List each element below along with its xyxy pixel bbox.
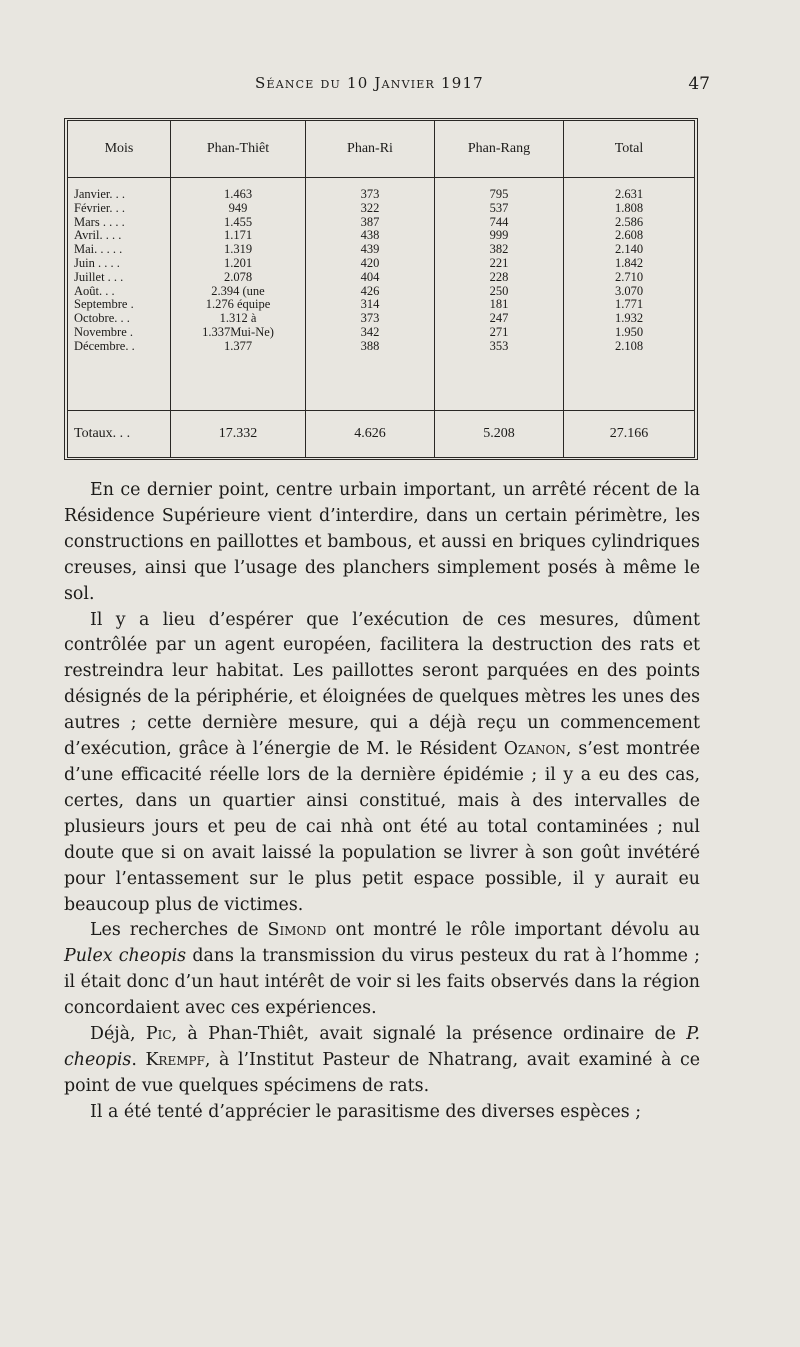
totals-label: Totaux. . . [68, 411, 171, 458]
totals-phan-ri: 4.626 [306, 411, 435, 458]
column-header-phan-thiet: Phan-Thiêt [171, 121, 306, 178]
author-name-krempf: Krempf [145, 1049, 205, 1070]
table-cell: 2.394 (une [211, 283, 265, 298]
page-number: 47 [688, 74, 710, 94]
table-cell: 342 [360, 324, 380, 339]
table-cell: 271 [489, 324, 509, 339]
phan-rang-column [435, 178, 564, 411]
totals-total: 27.166 [564, 411, 695, 458]
table-cell: 221 [489, 255, 509, 270]
table-cell: Octobre. . . [74, 311, 130, 326]
table-cell: 387 [360, 214, 380, 229]
paragraph-4-text-a: Déjà, [90, 1024, 146, 1045]
table-cell: 247 [489, 311, 509, 326]
table-cell: 228 [489, 269, 509, 284]
table-cell: Juillet . . . [74, 269, 124, 284]
paragraph-4 [64, 1022, 700, 1100]
table-cell: 1.950 [614, 324, 644, 339]
table-cell: 1.319 [223, 242, 253, 257]
species-name: Pulex cheopis [64, 946, 187, 967]
table-cell: 2.108 [614, 338, 644, 353]
table-cell: Mai. . . . . [74, 242, 123, 257]
table-cell: 388 [360, 338, 380, 353]
table-row-months [68, 178, 694, 411]
table-cell: 1.201 [223, 255, 253, 270]
table-cell: Février. . . [74, 200, 126, 215]
table-cell: 420 [360, 255, 380, 270]
table-cell: 795 [489, 187, 509, 201]
paragraph-1: En ce dernier point, centre urbain important, un arrêté récent de la Résidence Supérieure vient d’interdire, dans un certain périmètre, les constructions en paillottes et bambous, et aussi en briques cylindriques creuses, ainsi que l’usage des planchers simplement posés à même le sol. [64, 480, 700, 604]
body-text [64, 478, 700, 1126]
table-cell: 1.337Mui-Ne) [202, 324, 274, 339]
author-name-pic: Pic [145, 1024, 172, 1045]
paragraph-4-text-c: . [131, 1049, 146, 1070]
column-header-phan-ri: Phan-Ri [306, 121, 435, 178]
table-cell: 181 [489, 297, 509, 312]
table-cell: 353 [489, 338, 509, 353]
table-cell: 999 [489, 228, 509, 243]
paragraph-3-text-c: dans la transmission du virus pesteux du rat à l’homme ; il était donc d’un haut intérêt de voir si les faits observés dans la région concordaient avec ces expériences. [64, 946, 700, 1019]
table-cell: 537 [489, 200, 509, 215]
table-cell: Décembre. . [74, 338, 135, 353]
totals-phan-thiet: 17.332 [171, 411, 306, 458]
table-cell: 1.463 [223, 187, 253, 201]
table-cell: 314 [360, 297, 380, 312]
paragraph-2 [64, 608, 700, 919]
table-cell: 1.808 [614, 200, 644, 215]
table-cell: 373 [360, 311, 380, 326]
table-cell: 2.608 [614, 228, 644, 243]
table-header-row [68, 121, 694, 178]
column-header-phan-rang: Phan-Rang [435, 121, 564, 178]
totals-phan-rang: 5.208 [435, 411, 564, 458]
table-cell: 322 [360, 200, 380, 215]
paragraph-3 [64, 918, 700, 1022]
monthly-statistics-table [64, 118, 698, 460]
table-cell: 1.171 [223, 228, 253, 243]
table-cell: 3.070 [614, 283, 644, 298]
table-cell: 949 [228, 200, 248, 215]
table-cell: Novembre . [74, 324, 134, 339]
author-name-simond: Simond [267, 920, 327, 941]
table-cell: 2.710 [614, 269, 644, 284]
table-cell: 1.377 [223, 338, 253, 353]
phan-thiet-column [171, 178, 306, 411]
table-cell: 2.078 [223, 269, 253, 284]
species-name-abbrev: P. cheopis [64, 1024, 700, 1070]
table-cell: 1.771 [614, 297, 644, 312]
author-name-ozanon: Ozanon [503, 739, 566, 760]
table-cell: 382 [489, 242, 509, 257]
phan-ri-column [306, 178, 435, 411]
table-cell: Mars . . . . [74, 214, 125, 229]
table-cell: Janvier. . . [74, 187, 126, 201]
table-cell: Septembre . [74, 297, 134, 312]
column-header-total: Total [564, 121, 695, 178]
paragraph-3-text-b: ont montré le rôle important dévolu au [326, 920, 700, 941]
table-cell: 426 [360, 283, 380, 298]
table-cell: 744 [489, 214, 509, 229]
table-cell: Juin . . . . [74, 255, 120, 270]
months-column [68, 178, 171, 411]
paragraph-4-text-d: , à l’Institut Pasteur de Nhatrang, avait examiné à ce point de vue quelques spécimens de rats. [64, 1049, 701, 1096]
table-cell: 2.631 [614, 187, 644, 201]
table-cell: 1.312 à [219, 311, 257, 326]
table-cell: 1.842 [614, 255, 644, 270]
table-cell: 2.140 [614, 242, 644, 257]
table-cell: 438 [360, 228, 380, 243]
table-cell: 1.276 équipe [205, 297, 271, 312]
table-cell: 1.455 [223, 214, 253, 229]
table-cell: 1.932 [614, 311, 644, 326]
table-cell: Août. . . [74, 283, 115, 298]
table-cell: 373 [360, 187, 380, 201]
table-cell: 439 [360, 242, 380, 257]
table-row-totals [68, 411, 694, 458]
paragraph-2-text-b: , s’est montrée d’une efficacité réelle lors de la dernière épidémie ; il y a eu des cas, certes, dans un quartier ainsi constitué, mais à des intervalles de plusieurs jours et peu de cai nhà ont été au total contaminées ; nul doute que si on avait laissé la population se livrer à son goût invétéré pour l’entassement sur le plus petit espace possible, il y aurait eu beaucoup plus de victimes. [64, 739, 700, 915]
paragraph-4-text-b: , à Phan-Thiêt, avait signalé la présence ordinaire de [171, 1024, 687, 1045]
table-cell: Avril. . . . [74, 228, 122, 243]
column-header-mois: Mois [68, 121, 171, 178]
table-cell: 250 [489, 283, 509, 298]
table-cell: 2.586 [614, 214, 644, 229]
paragraph-2-text-a: Il y a lieu d’espérer que l’exécution de ces mesures, dûment contrôlée par un agent européen, facilitera la destruction des rats et restreindra leur habitat. Les paillottes seront parquées en des points désignés de la périphérie, et éloignées de quelques mètres les unes des autres ; cette dernière mesure, qui a déjà reçu un commencement d’exécution, grâce à l’énergie de M. le Résident [64, 609, 700, 760]
table-cell: 404 [360, 269, 380, 284]
running-title: Séance du 10 Janvier 1917 [255, 74, 484, 92]
page-header [60, 72, 710, 102]
paragraph-5: Il a été tenté d’apprécier le parasitisme des diverses espèces ; [90, 1101, 642, 1122]
paragraph-3-text-a: Les recherches de [90, 920, 268, 941]
total-column [564, 178, 695, 411]
